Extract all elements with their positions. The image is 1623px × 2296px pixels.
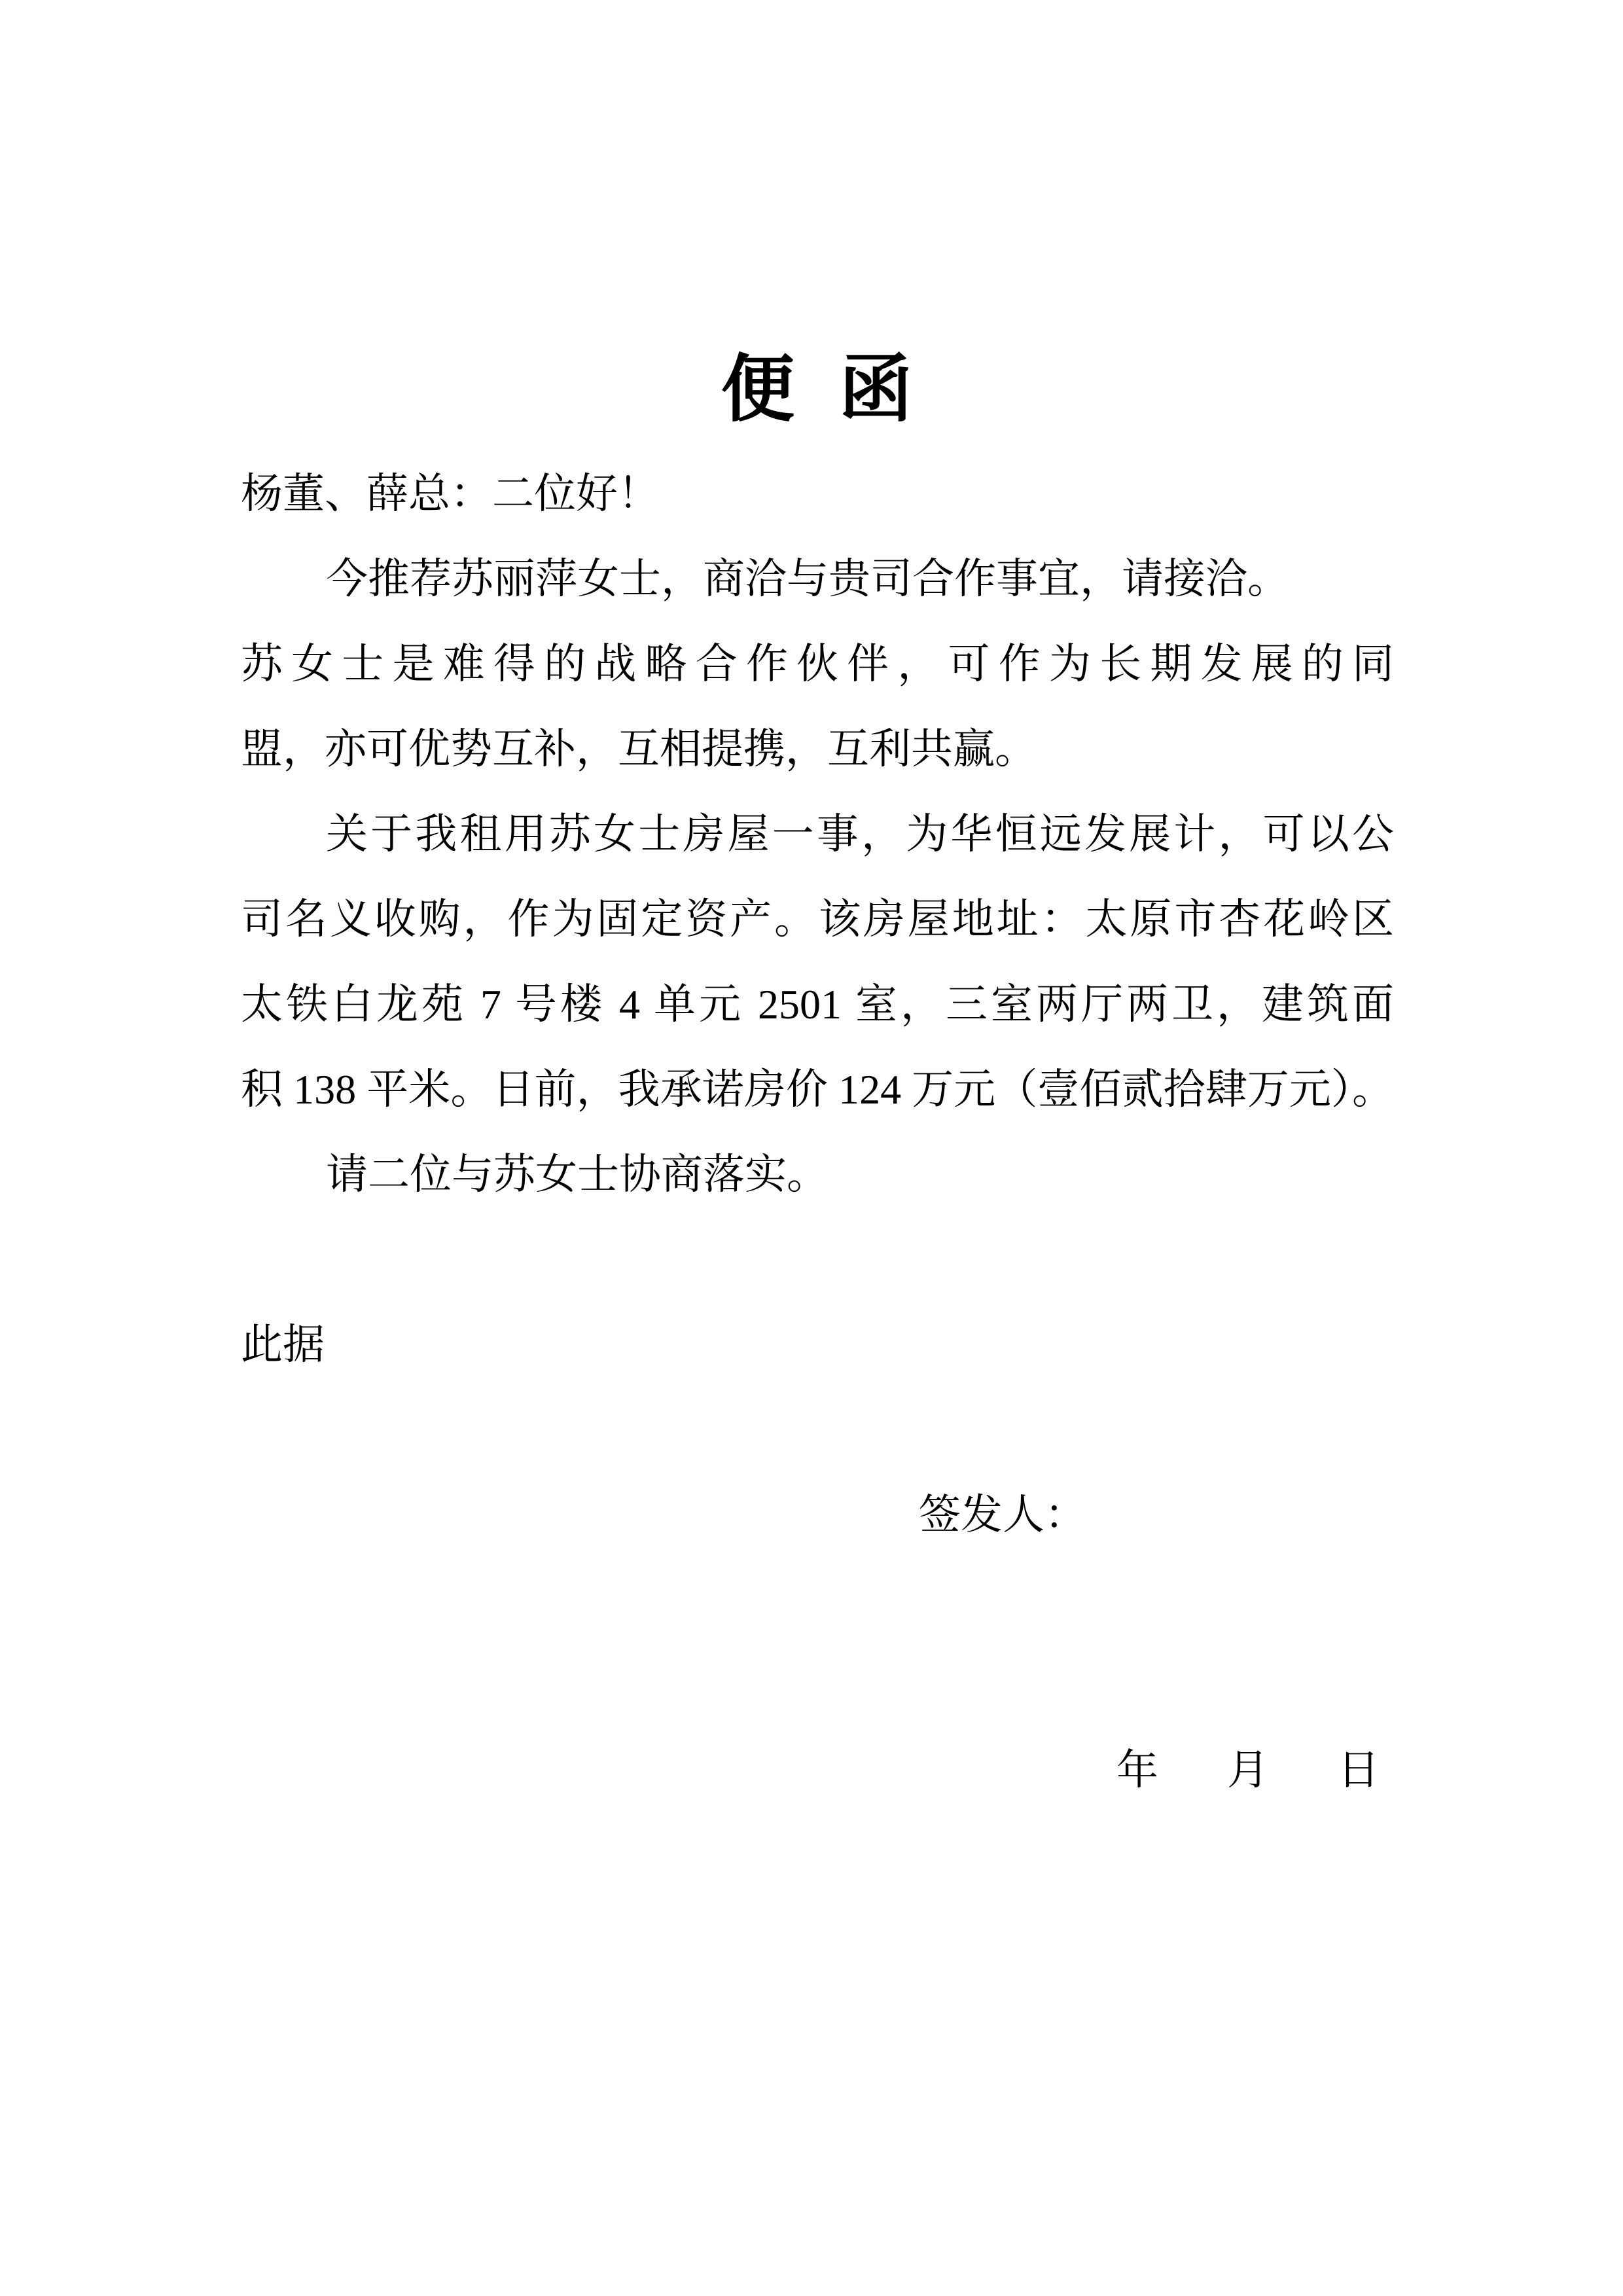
body-line: 请二位与苏女士协商落实。 (326, 1151, 829, 1198)
body-line: 今推荐苏丽萍女士，商洽与贵司合作事宜，请接洽。 (326, 556, 1289, 602)
date-row (241, 1643, 1394, 1898)
salutation-line: 杨董、薛总：二位好！ (241, 471, 660, 517)
document-title: 便 函 (721, 348, 914, 430)
signer-row (241, 1473, 1394, 1558)
closing-phrase: 此据 (241, 1321, 325, 1368)
body-line: 盟，亦可优势互补，互相提携，互利共赢。 (241, 726, 1037, 772)
date-month-label: 月 (1227, 1747, 1269, 1793)
body-line: 苏女士是难得的战略合作伙伴，可作为长期发展的同 (241, 641, 1394, 687)
body-line: 太铁白龙苑 7 号楼 4 单元 2501 室，三室两厅两卫，建筑面 (241, 981, 1394, 1028)
body-line: 司名义收购，作为固定资产。该房屋地址：太原市杏花岭区 (241, 896, 1394, 942)
body-line: 积 138 平米。日前，我承诺房价 124 万元（壹佰贰拾肆万元）。 (241, 1066, 1394, 1113)
signer-label: 签发人： (919, 1492, 1086, 1538)
body-line: 关于我租用苏女士房屋一事，为华恒远发展计，可以公 (326, 811, 1394, 857)
date-day-label: 日 (1338, 1747, 1380, 1793)
memo-body (241, 452, 1394, 1898)
date-year-label: 年 (1116, 1747, 1158, 1793)
